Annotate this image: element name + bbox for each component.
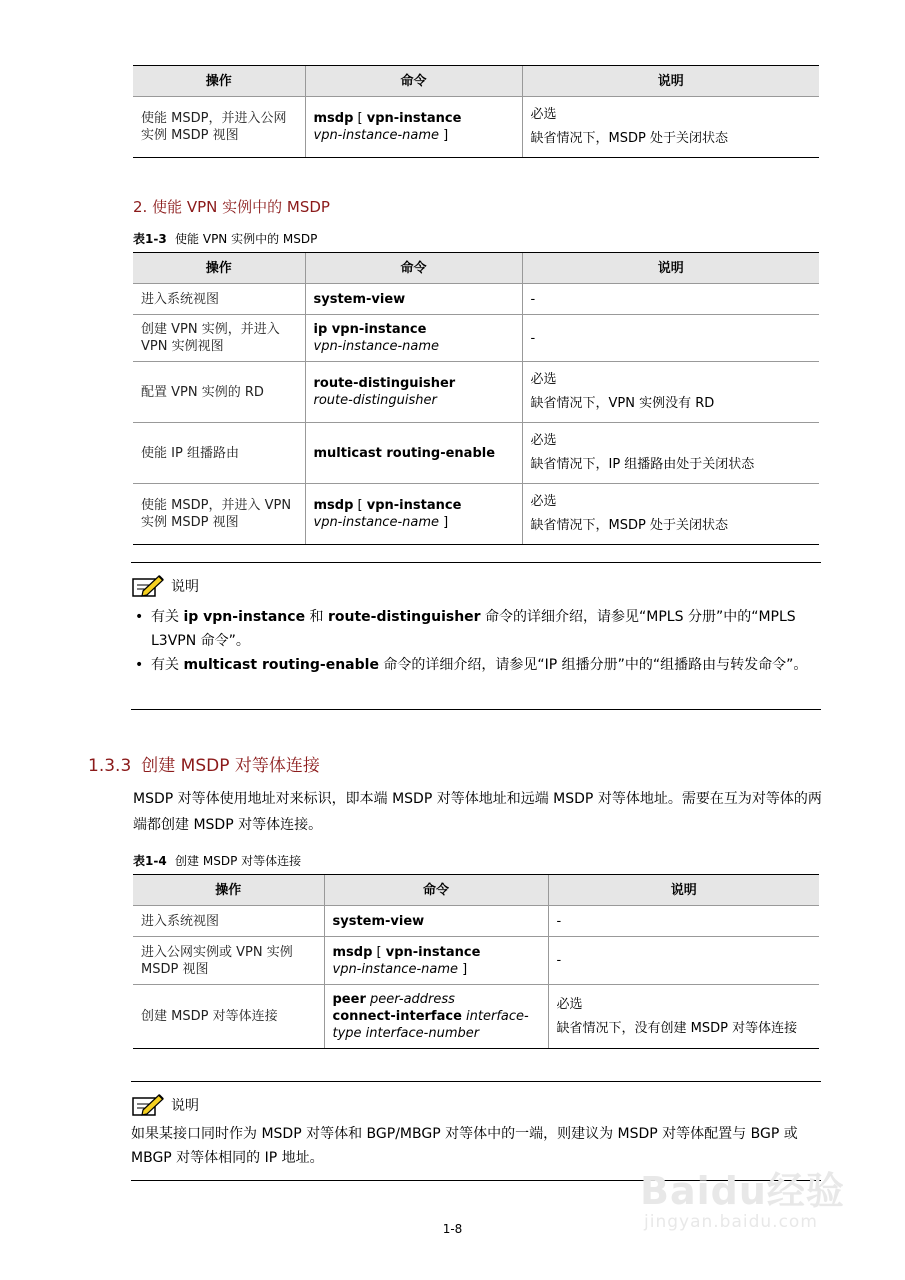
note-pencil-icon [131,573,165,599]
column-header: 说明 [522,253,819,284]
list-item: • 有关 multicast routing-enable 命令的详细介绍，请参见“IP 组播分册”中的“组播路由与转发命令”。 [131,653,821,677]
column-header: 操作 [133,253,305,284]
command-cell: msdp [ vpn-instance vpn-instance-name ] [305,484,522,545]
column-header: 操作 [133,875,324,906]
table-row [133,423,819,484]
description-cell: 必选 缺省情况下，VPN 实例没有 RD [522,362,819,423]
page-number: 1-8 [442,1222,463,1236]
command-cell: ip vpn-instance vpn-instance-name [305,315,522,362]
description-cell: - [548,937,819,985]
command-cell: msdp [ vpn-instance vpn-instance-name ] [305,97,522,158]
operation-cell: 创建 MSDP 对等体连接 [133,985,324,1049]
command-cell: route-distinguisher route-distinguisher [305,362,522,423]
table-caption: 表1-3 使能 VPN 实例中的 MSDP [133,232,318,246]
table-row [133,937,819,985]
table-row [133,906,819,937]
description-cell: - [522,315,819,362]
subsection-heading: 2. 使能 VPN 实例中的 MSDP [133,198,330,216]
table-row [133,284,819,315]
section-paragraph: MSDP 对等体使用地址对来标识，即本端 MSDP 对等体地址和远端 MSDP 对等体地址。需要在互为对等体的两端都创建 MSDP 对等体连接。 [133,791,822,833]
note-list [131,605,821,677]
watermark-logo: Baidu经验 [640,1169,845,1213]
table-caption: 表1-4 创建 MSDP 对等体连接 [133,854,302,868]
operation-cell: 进入系统视图 [133,284,305,315]
command-cell: system-view [305,284,522,315]
note-text: 如果某接口同时作为 MSDP 对等体和 BGP/MBGP 对等体中的一端，则建议为 MSDP 对等体配置与 BGP 或 MBGP 对等体相同的 IP 地址。 [131,1126,798,1166]
operation-cell: 进入系统视图 [133,906,324,937]
description-cell: 必选 缺省情况下，没有创建 MSDP 对等体连接 [548,985,819,1049]
table-row [133,362,819,423]
column-header: 命令 [324,875,548,906]
list-item: • 有关 ip vpn-instance 和 route-distinguisher 命令的详细介绍，请参见“MPLS 分册”中的“MPLS L3VPN 命令”。 [131,605,821,653]
watermark-url: jingyan.baidu.com [644,1212,818,1232]
description-cell: - [548,906,819,937]
operation-cell: 配置 VPN 实例的 RD [133,362,305,423]
column-header: 说明 [548,875,819,906]
table-row [133,97,819,158]
table-1-4 [133,874,819,1049]
table-row [133,985,819,1049]
column-header: 说明 [522,66,819,97]
table-1-3 [133,252,819,545]
note-box [131,562,821,710]
description-cell: - [522,284,819,315]
section-heading: 1.3.3 创建 MSDP 对等体连接 [88,756,320,776]
operation-cell: 创建 VPN 实例，并进入 VPN 实例视图 [133,315,305,362]
table-msdp-enable-public [133,65,819,158]
column-header: 命令 [305,66,522,97]
command-cell: msdp [ vpn-instance vpn-instance-name ] [324,937,548,985]
note-pencil-icon [131,1092,165,1118]
command-cell: peer peer-address connect-interface interface-type interface-number [324,985,548,1049]
operation-cell: 进入公网实例或 VPN 实例 MSDP 视图 [133,937,324,985]
column-header: 操作 [133,66,305,97]
operation-cell: 使能 IP 组播路由 [133,423,305,484]
note-title: 说明 [171,1098,199,1114]
note-title: 说明 [171,579,199,595]
description-cell: 必选 缺省情况下，MSDP 处于关闭状态 [522,484,819,545]
table-row [133,484,819,545]
table-row [133,315,819,362]
command-cell: system-view [324,906,548,937]
command-cell: multicast routing-enable [305,423,522,484]
operation-cell: 使能 MSDP，并进入 VPN 实例 MSDP 视图 [133,484,305,545]
operation-cell: 使能 MSDP，并进入公网实例 MSDP 视图 [133,97,305,158]
description-cell: 必选 缺省情况下，MSDP 处于关闭状态 [522,97,819,158]
description-cell: 必选 缺省情况下，IP 组播路由处于关闭状态 [522,423,819,484]
column-header: 命令 [305,253,522,284]
